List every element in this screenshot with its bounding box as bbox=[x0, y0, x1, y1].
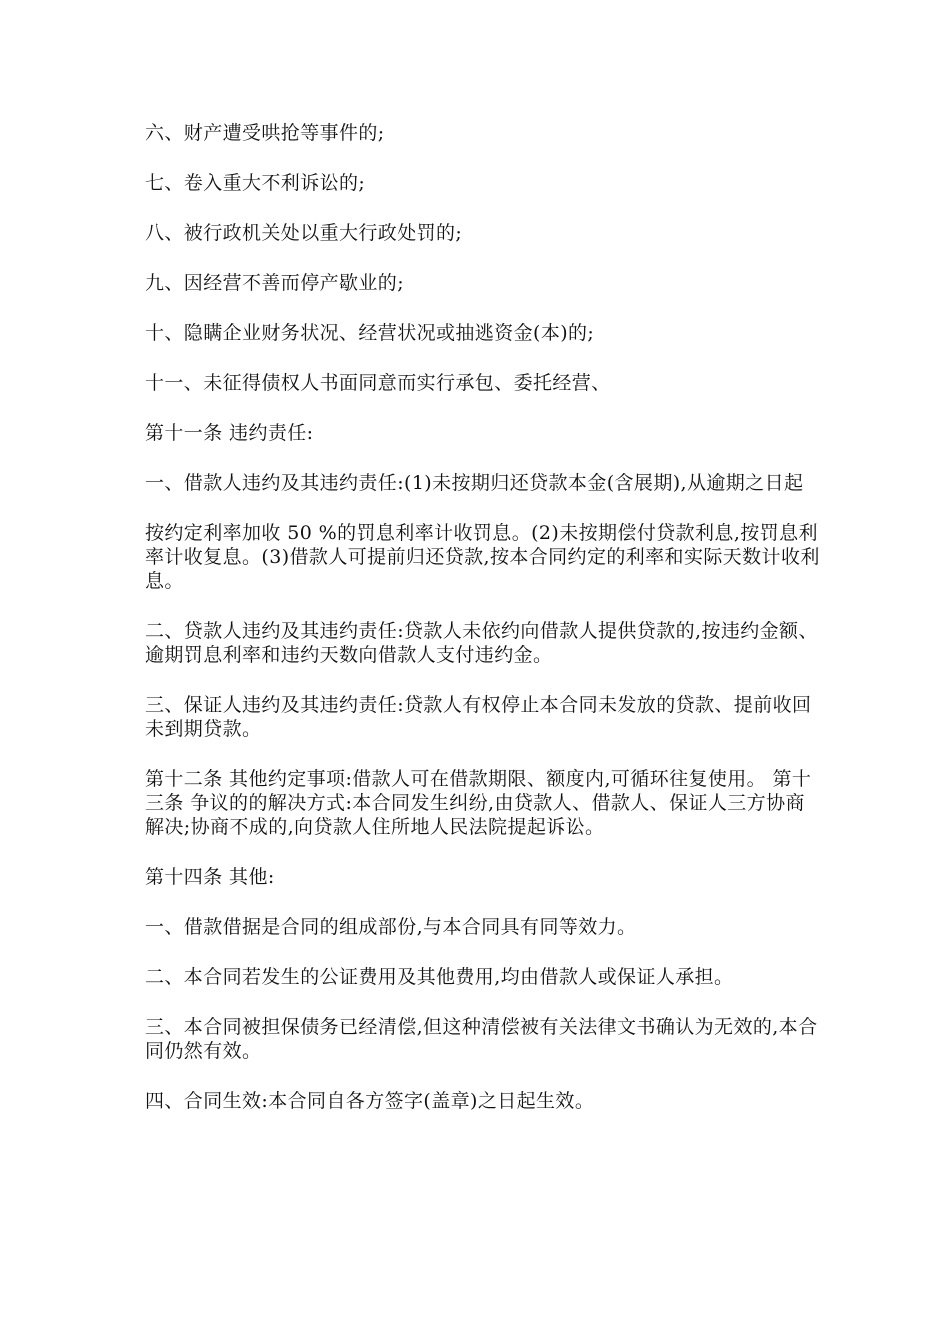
article-14-item-2: 二、本合同若发生的公证费用及其他费用,均由借款人或保证人承担。 bbox=[145, 966, 734, 988]
clause-item-8: 八、被行政机关处以重大行政处罚的; bbox=[145, 222, 463, 244]
guarantor-breach-paragraph: 三、保证人违约及其违约责任:贷款人有权停止本合同未发放的贷款、提前收回未到期贷款。 bbox=[145, 694, 812, 740]
article-12-13-paragraph: 第十二条 其他约定事项:借款人可在借款期限、额度内,可循环往复使用。 第十三条 争议的的解决方式:本合同发生纠纷,由贷款人、借款人、保证人三方协商解决;协商不成的,向贷款人住所地人民法院提起诉讼。 bbox=[145, 768, 812, 838]
clause-item-7: 七、卷入重大不利诉讼的; bbox=[145, 172, 366, 194]
clause-item-9: 九、因经营不善而停产歇业的; bbox=[145, 272, 405, 294]
penalty-interest-paragraph: 按约定利率加收 50 %的罚息利率计收罚息。(2)未按期偿付贷款利息,按罚息利率计收复息。(3)借款人可提前归还贷款,按本合同约定的利率和实际天数计收利息。 bbox=[145, 522, 820, 592]
lender-breach-paragraph: 二、贷款人违约及其违约责任:贷款人未依约向借款人提供贷款的,按违约金额、逾期罚息利率和违约天数向借款人支付违约金。 bbox=[145, 620, 818, 666]
article-14-heading: 第十四条 其他: bbox=[145, 866, 275, 888]
borrower-breach-paragraph: 一、借款人违约及其违约责任:(1)未按期归还贷款本金(含展期),从逾期之日起 bbox=[145, 472, 804, 494]
clause-item-11: 十一、未征得债权人书面同意而实行承包、委托经营、 bbox=[145, 372, 611, 394]
clause-item-10: 十、隐瞒企业财务状况、经营状况或抽逃资金(本)的; bbox=[145, 322, 595, 344]
document-body bbox=[145, 121, 820, 1139]
article-14-item-1: 一、借款借据是合同的组成部份,与本合同具有同等效力。 bbox=[145, 916, 637, 938]
article-14-item-4: 四、合同生效:本合同自各方签字(盖章)之日起生效。 bbox=[145, 1090, 595, 1112]
article-14-item-3: 三、本合同被担保债务已经清偿,但这种清偿被有关法律文书确认为无效的,本合同仍然有效。 bbox=[145, 1016, 818, 1062]
article-11-heading: 第十一条 违约责任: bbox=[145, 422, 314, 444]
clause-item-6: 六、财产遭受哄抢等事件的; bbox=[145, 122, 385, 144]
